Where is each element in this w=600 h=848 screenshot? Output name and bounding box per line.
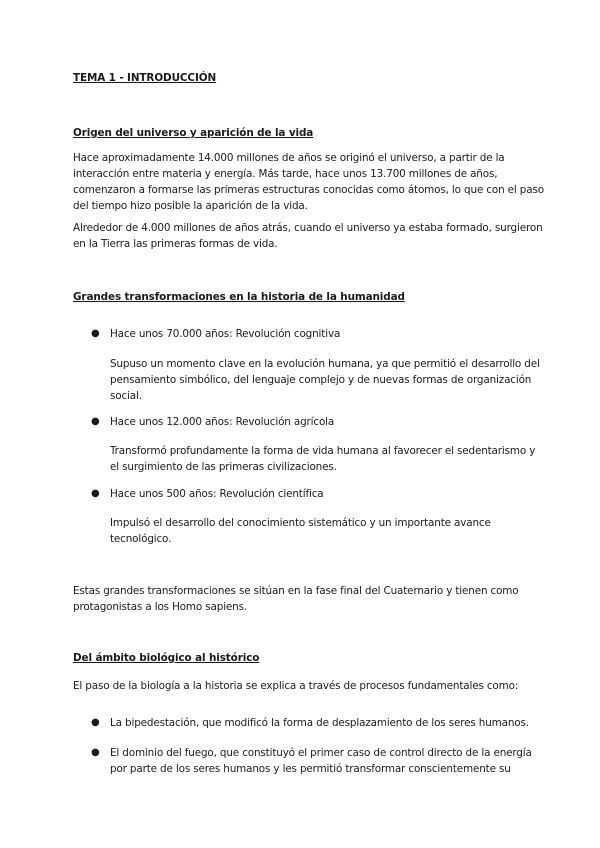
section-heading-biologico-historico: Del ámbito biológico al histórico xyxy=(73,652,260,664)
list-item-bipedestacion: La bipedestación, que modificó la forma de desplazamiento de los seres humanos. xyxy=(110,717,529,729)
document-title: TEMA 1 - INTRODUCCIÓN xyxy=(73,72,217,84)
section-heading-origen: Origen del universo y aparición de la vida xyxy=(73,127,314,139)
paragraph-formas-vida: Alrededor de 4.000 millones de años atrás, cuando el universo ya estaba formado, surgieron en la Tierra las primeras formas de vida. xyxy=(73,222,543,250)
bullet-icon: ● xyxy=(91,328,100,339)
list-item-revolucion-cognitiva: Hace unos 70.000 años: Revolución cognitiva xyxy=(110,328,341,340)
list-item-revolucion-cientifica: Hace unos 500 años: Revolución científica xyxy=(110,488,324,500)
paragraph-cuaternario: Estas grandes transformaciones se sitúan en la fase final del Cuaternario y tienen como protagonistas a los Homo sapiens. xyxy=(73,585,519,613)
bullet-icon: ● xyxy=(91,717,100,728)
list-item-description: Transformó profundamente la forma de vida humana al favorecer el sedentarismo y el surgimiento de las primeras civilizaciones. xyxy=(110,445,536,473)
section-heading-transformaciones: Grandes transformaciones en la historia de la humanidad xyxy=(73,291,405,303)
list-item-description: Supuso un momento clave en la evolución humana, ya que permitió el desarrollo del pensamiento simbólico, del lenguaje complejo y de nuevas formas de organización social. xyxy=(110,358,540,402)
list-item-dominio-fuego: El dominio del fuego, que constituyó el primer caso de control directo de la energía por parte de los seres humanos y les permitió transformar conscientemente su xyxy=(110,747,532,775)
paragraph-origen-universo: Hace aproximadamente 14.000 millones de años se originó el universo, a partir de la interacción entre materia y energía. Más tarde, hace unos 13.700 millones de años, comenzaron a formarse las primeras estructuras conocidas como átomos, lo que con el paso del tiempo hizo posible la aparición de la vida. xyxy=(73,152,544,212)
bullet-icon: ● xyxy=(91,488,100,499)
bullet-icon: ● xyxy=(91,416,100,427)
list-item-revolucion-agricola: Hace unos 12.000 años: Revolución agrícola xyxy=(110,416,335,428)
bullet-icon: ● xyxy=(91,747,100,758)
paragraph-procesos-intro: El paso de la biología a la historia se explica a través de procesos fundamentales como: xyxy=(73,680,519,692)
list-item-description: Impulsó el desarrollo del conocimiento sistemático y un importante avance tecnológico. xyxy=(110,517,491,545)
